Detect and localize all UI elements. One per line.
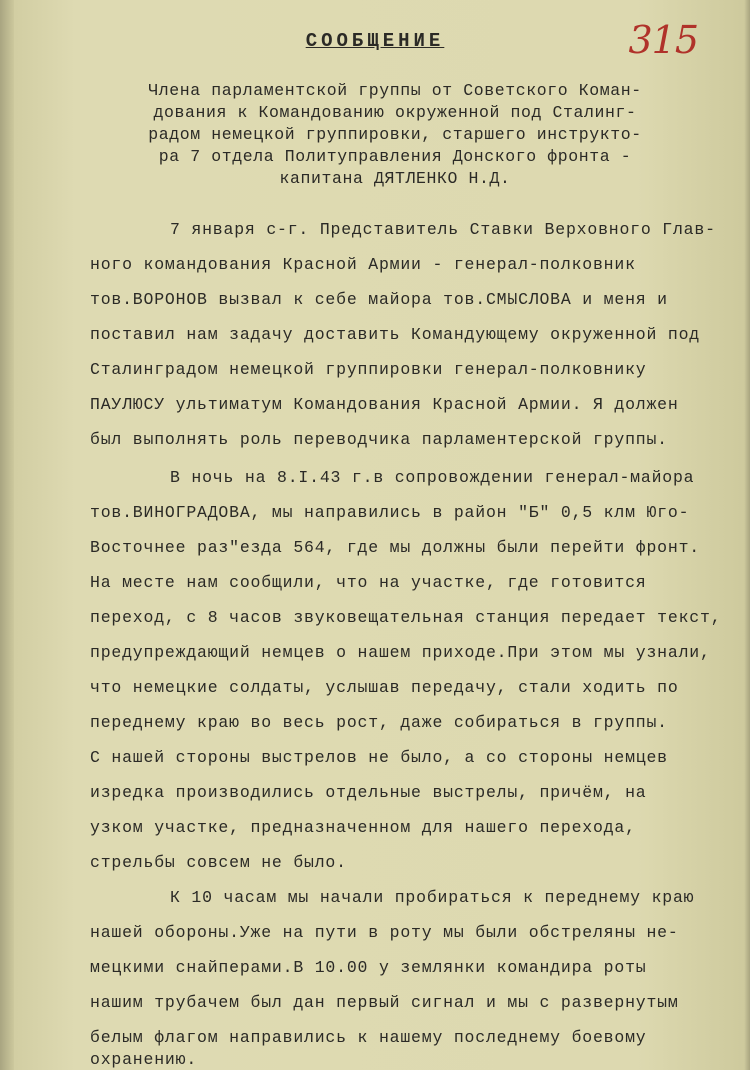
body-line: поставил нам задачу доставить Командующему окруженной под: [90, 325, 700, 344]
body-line: белым флагом направились к нашему последнему боевому: [90, 1028, 647, 1047]
handwritten-page-number: 315: [628, 18, 698, 62]
body-line: переход, с 8 часов звуковещательная станция передает текст,: [90, 608, 722, 627]
body-line: ПАУЛЮСУ ультиматум Командования Красной Армии. Я должен: [90, 395, 679, 414]
subtitle-line: Члена парламентской группы от Советского Коман-: [148, 81, 642, 100]
body-line: мецкими снайперами.В 10.00 у землянки командира роты: [90, 958, 647, 977]
body-line: Сталинградом немецкой группировки генерал-полковнику: [90, 360, 647, 379]
body-line: К 10 часам мы начали пробираться к переднему краю: [170, 888, 695, 907]
body-line: Восточнее раз"езда 564, где мы должны были перейти фронт.: [90, 538, 700, 557]
body-line: изредка производились отдельные выстрелы, причём, на: [90, 783, 647, 802]
subtitle-line: радом немецкой группировки, старшего инструкто-: [148, 125, 642, 144]
subtitle-line: ра 7 отдела Политуправления Донского фронта -: [158, 147, 632, 166]
body-line: был выполнять роль переводчика парламентерской группы.: [90, 430, 668, 449]
body-line: нашим трубачем был дан первый сигнал и мы с развернутым: [90, 993, 679, 1012]
body-line: С нашей стороны выстрелов не было, а со стороны немцев: [90, 748, 668, 767]
body-line: На месте нам сообщили, что на участке, где готовится: [90, 573, 647, 592]
body-line: предупреждающий немцев о нашем приходе.При этом мы узнали,: [90, 643, 711, 662]
body-line: нашей обороны.Уже на пути в роту мы были обстреляны не-: [90, 923, 679, 942]
document-title: СООБЩЕНИЕ: [305, 30, 445, 52]
body-line: 7 января с-г. Представитель Ставки Верховного Глав-: [170, 220, 716, 239]
body-line: переднему краю во весь рост, даже собираться в группы.: [90, 713, 668, 732]
body-line: что немецкие солдаты, услышав передачу, стали ходить по: [90, 678, 679, 697]
body-line: тов.ВОРОНОВ вызвал к себе майора тов.СМЫСЛОВА и меня и: [90, 290, 668, 309]
page-edge-left: [0, 0, 14, 1070]
subtitle-line: дования к Командованию окруженной под Сталинг-: [153, 103, 637, 122]
body-line: В ночь на 8.I.43 г.в сопровождении генерал-майора: [170, 468, 695, 487]
body-line: тов.ВИНОГРАДОВА, мы направились в район "Б" 0,5 клм Юго-: [90, 503, 690, 522]
body-line: стрельбы совсем не было.: [90, 853, 347, 872]
body-line: узком участке, предназначенном для нашего перехода,: [90, 818, 636, 837]
body-line: ного командования Красной Армии - генерал-полковник: [90, 255, 636, 274]
subtitle-line: капитана ДЯТЛЕНКО Н.Д.: [279, 169, 511, 188]
page-edge-right: [744, 0, 750, 1070]
body-line: охранению.: [90, 1050, 198, 1069]
